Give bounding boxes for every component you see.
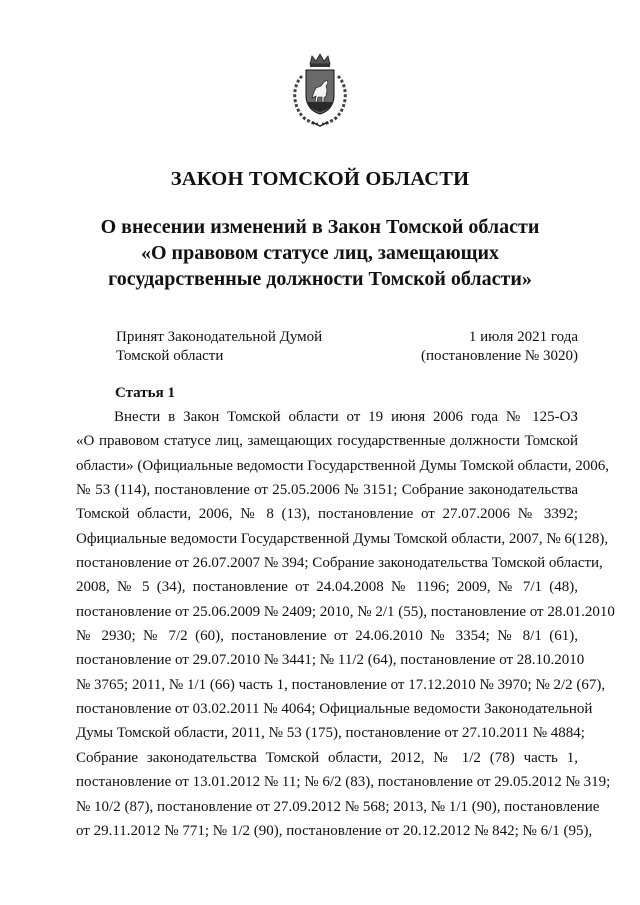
adoption-info bbox=[421, 328, 578, 366]
article-text-line: № 53 (114), постановление от 25.05.2006 № 3151; Собрание законодательства bbox=[76, 482, 578, 499]
article-text-line: постановление от 26.07.2007 № 394; Собрание законодательства Томской области, bbox=[76, 555, 603, 572]
article-text bbox=[76, 405, 615, 843]
law-title: ЗАКОН ТОМСКОЙ ОБЛАСТИ bbox=[170, 168, 470, 190]
adopted-by-line: Томской области bbox=[116, 348, 224, 364]
article-text-line: Собрание законодательства Томской области, 2012, № 1/2 (78) часть 1, bbox=[76, 749, 578, 766]
article-text-line: 2008, № 5 (34), постановление от 24.04.2008 № 1196; 2009, № 7/1 (48), bbox=[76, 579, 578, 596]
adopted-by-line: Принят Законодательной Думой bbox=[116, 329, 323, 345]
resolution-number: (постановление № 3020) bbox=[420, 348, 578, 364]
article-text-line: Внести в Закон Томской области от 19 июня 2006 года № 125-ОЗ bbox=[114, 409, 578, 425]
article-text-line: № 10/2 (87), постановление от 27.09.2012 № 568; 2013, № 1/1 (90), постановление bbox=[76, 798, 600, 815]
article-text-line: постановление от 13.01.2012 № 11; № 6/2 (83), постановление от 29.05.2012 № 319; bbox=[76, 774, 611, 791]
law-subject bbox=[0, 214, 640, 292]
article-text-line: постановление от 03.02.2011 № 4064; Официальные ведомости Законодательной bbox=[76, 701, 593, 718]
article-text-line: области» (Официальные ведомости Государственной Думы Томской области, 2006, bbox=[76, 457, 609, 474]
coat-of-arms-tomsk-icon bbox=[288, 52, 352, 128]
article-text-line: № 3765; 2011, № 1/1 (66) часть 1, постановление от 17.12.2010 № 3970; № 2/2 (67), bbox=[76, 676, 606, 693]
article-text-line: постановление от 25.06.2009 № 2409; 2010, № 2/1 (55), постановление от 28.01.2010 bbox=[76, 603, 615, 620]
article-heading: Статья 1 bbox=[115, 385, 175, 401]
article-text-line: постановление от 29.07.2010 № 3441; № 11/2 (64), постановление от 28.10.2010 bbox=[76, 652, 585, 669]
subject-line: О внесении изменений в Закон Томской области bbox=[100, 216, 540, 238]
adoption-date: 1 июля 2021 года bbox=[468, 329, 578, 345]
article-text-line: от 29.11.2012 № 771; № 1/2 (90), постановление от 20.12.2012 № 842; № 6/1 (95), bbox=[76, 822, 593, 839]
article-text-line: № 2930; № 7/2 (60), постановление от 24.06.2010 № 3354; № 8/1 (61), bbox=[76, 628, 578, 645]
subject-line: государственные должности Томской области» bbox=[108, 268, 532, 290]
article-text-line: Официальные ведомости Государственной Думы Томской области, 2007, № 6(128), bbox=[76, 530, 609, 547]
adopted-by bbox=[116, 328, 322, 366]
subject-line: «О правовом статусе лиц, замещающих bbox=[140, 242, 500, 264]
article-text-line: «О правовом статусе лиц, замещающих государственные должности Томской bbox=[76, 433, 578, 450]
article-text-line: Томской области, 2006, № 8 (13), постановление от 27.07.2006 № 3392; bbox=[76, 506, 578, 523]
article-text-line: Думы Томской области, 2011, № 53 (175), постановление от 27.10.2011 № 4884; bbox=[76, 725, 585, 742]
